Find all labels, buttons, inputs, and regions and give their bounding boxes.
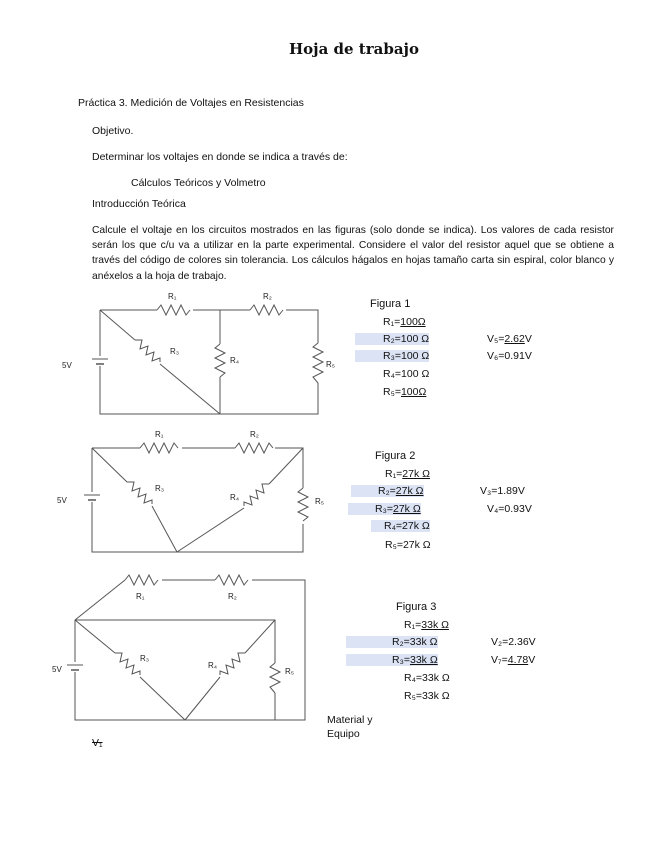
fig2-v2-value: 0.93 (504, 503, 525, 515)
circuit-figure-3 (50, 568, 320, 723)
r2-label: R₂ (263, 292, 272, 301)
fig3-v1-name: V₂= (491, 636, 509, 648)
methods-text: Cálculos Teóricos y Volmetro (131, 177, 266, 189)
fig1-v2 (487, 350, 532, 362)
r2-label: R₂ (228, 592, 237, 601)
fig3-r3-value: 33k Ω (410, 654, 438, 666)
fig2-v1 (480, 485, 525, 497)
fig3-r5 (404, 690, 450, 702)
fig2-r3 (348, 503, 421, 515)
fig2-r2 (351, 485, 424, 497)
source-label: 5V (57, 496, 67, 505)
fig2-v1-name: V₃= (480, 485, 498, 497)
r5-label: R₅ (285, 667, 294, 676)
fig2-v2-unit: V (524, 503, 532, 515)
intro-paragraph: Calcule el voltaje en los circuitos mostrados en las figuras (solo donde se indica). Los valores de cada resistor serán los que c/u va a utilizar en la parte experimental. Considere el valor del resistor aquel que se obtiene a través del código de colores sin tolerancia. Los cálculos hágalos en hojas tamaño carta sin espiral, color blanco y anéxelos a la hoja de trabajo. (92, 225, 614, 282)
r5-label: R₅ (326, 360, 335, 369)
fig3-r4-name: R₄= (404, 672, 423, 684)
fig3-v1-unit: V (528, 636, 536, 648)
figure-1-label: Figura 1 (370, 298, 411, 310)
r1-label: R₁ (168, 292, 177, 301)
fig3-v2-name: V₇= (491, 654, 508, 666)
fig2-r2-name: R₂= (378, 485, 396, 497)
fig1-r2-value: 100 Ω (400, 333, 430, 345)
fig2-r4-value: 27k Ω (402, 520, 430, 532)
fig3-r2 (346, 636, 438, 648)
fig2-r5-value: 27k Ω (402, 539, 431, 551)
r3-label: R₃ (170, 347, 180, 356)
fig2-r4-name: R₄= (384, 520, 403, 532)
fig2-r3-value: 27k Ω (393, 503, 421, 515)
fig2-r3-name: R₃= (375, 503, 393, 515)
fig3-r5-name: R₅= (404, 690, 422, 702)
fig1-r5 (383, 386, 426, 398)
fig3-r1-name: R₁= (404, 619, 422, 631)
r3-label: R₃ (140, 654, 150, 663)
fig1-r2-name: R₂= (383, 333, 401, 345)
objective-label: Objetivo. (92, 125, 134, 137)
fig1-r1 (383, 316, 426, 328)
fig1-r1-name: R₁= (383, 316, 401, 328)
fig2-r1-name: R₁= (385, 468, 403, 480)
fig3-v1-value: 2.36 (508, 636, 529, 648)
r4-label: R₄ (230, 493, 240, 502)
fig2-r5 (385, 539, 431, 551)
r1-label: R₁ (155, 430, 164, 439)
fig3-r1 (404, 619, 449, 631)
fig1-r5-name: R₅= (383, 386, 401, 398)
fig3-v1 (491, 636, 536, 648)
figure-2-label: Figura 2 (375, 450, 416, 462)
fig3-r3 (346, 654, 438, 666)
materials-label-line1: Material y (327, 714, 373, 726)
fig1-v2-unit: V (524, 350, 532, 362)
fig1-v1-value: 2.62 (504, 333, 525, 345)
practice-heading: Práctica 3. Medición de Voltajes en Resistencias (78, 97, 304, 109)
fig1-r4-value: 100 Ω (401, 368, 430, 380)
fig2-r1 (385, 468, 430, 480)
fig1-r2 (355, 333, 429, 345)
fig1-v2-name: V₆= (487, 350, 505, 362)
r4-label: R₄ (230, 356, 240, 365)
r1-label: R₁ (136, 592, 145, 601)
fig3-r2-value: 33k Ω (409, 636, 438, 648)
objective-text: Determinar los voltajes en donde se indica a través de: (92, 151, 348, 163)
figure-3-label: Figura 3 (396, 601, 437, 613)
fig1-r1-value: 100Ω (400, 316, 426, 328)
fig1-r5-value: 100Ω (400, 386, 427, 398)
r4-label: R₄ (208, 661, 218, 670)
fig3-v2-value: 4.78 (507, 654, 529, 666)
source-label: 5V (62, 361, 72, 370)
fig2-v1-value: 1.89 (497, 485, 518, 497)
fig3-r2-name: R₂= (392, 636, 410, 648)
fig3-r3-name: R₃= (392, 654, 410, 666)
fig3-r4-value: 33k Ω (422, 672, 450, 684)
fig1-r4-name: R₄= (383, 368, 402, 380)
fig1-r3 (355, 350, 429, 362)
page-title: Hoja de trabajo (289, 40, 419, 58)
fig3-r4 (404, 672, 450, 684)
fig1-v1-name: V₅= (487, 333, 505, 345)
fig2-v2-name: V₄= (487, 503, 505, 515)
fig1-v1 (487, 333, 532, 345)
fig2-v2 (487, 503, 532, 515)
fig3-r5-value: 33k Ω (421, 690, 450, 702)
fig1-r3-value: 100 Ω (401, 350, 430, 362)
fig1-v2-value: 0.91 (504, 350, 525, 362)
fig2-r5-name: R₅= (385, 539, 403, 551)
fig1-v1-unit: V (524, 333, 532, 345)
fig3-v2 (491, 654, 535, 666)
materials-label-line2: Equipo (327, 728, 360, 740)
r5-label: R₅ (315, 497, 324, 506)
source-label: 5V (52, 665, 62, 674)
fig2-r1-value: 27k Ω (402, 468, 430, 480)
footer-mark: V₁ (92, 737, 103, 749)
fig2-r4 (371, 520, 430, 532)
fig3-r1-value: 33k Ω (421, 619, 449, 631)
fig3-v2-unit: V (528, 654, 536, 666)
r2-label: R₂ (250, 430, 259, 439)
circuit-figure-1 (60, 288, 335, 418)
fig2-v1-unit: V (517, 485, 525, 497)
circuit-figure-2 (55, 428, 335, 558)
r3-label: R₃ (155, 484, 165, 493)
fig2-r2-value: 27k Ω (395, 485, 424, 497)
fig1-r4 (383, 368, 429, 380)
intro-label: Introducción Teórica (92, 198, 186, 210)
fig1-r3-name: R₃= (383, 350, 401, 362)
